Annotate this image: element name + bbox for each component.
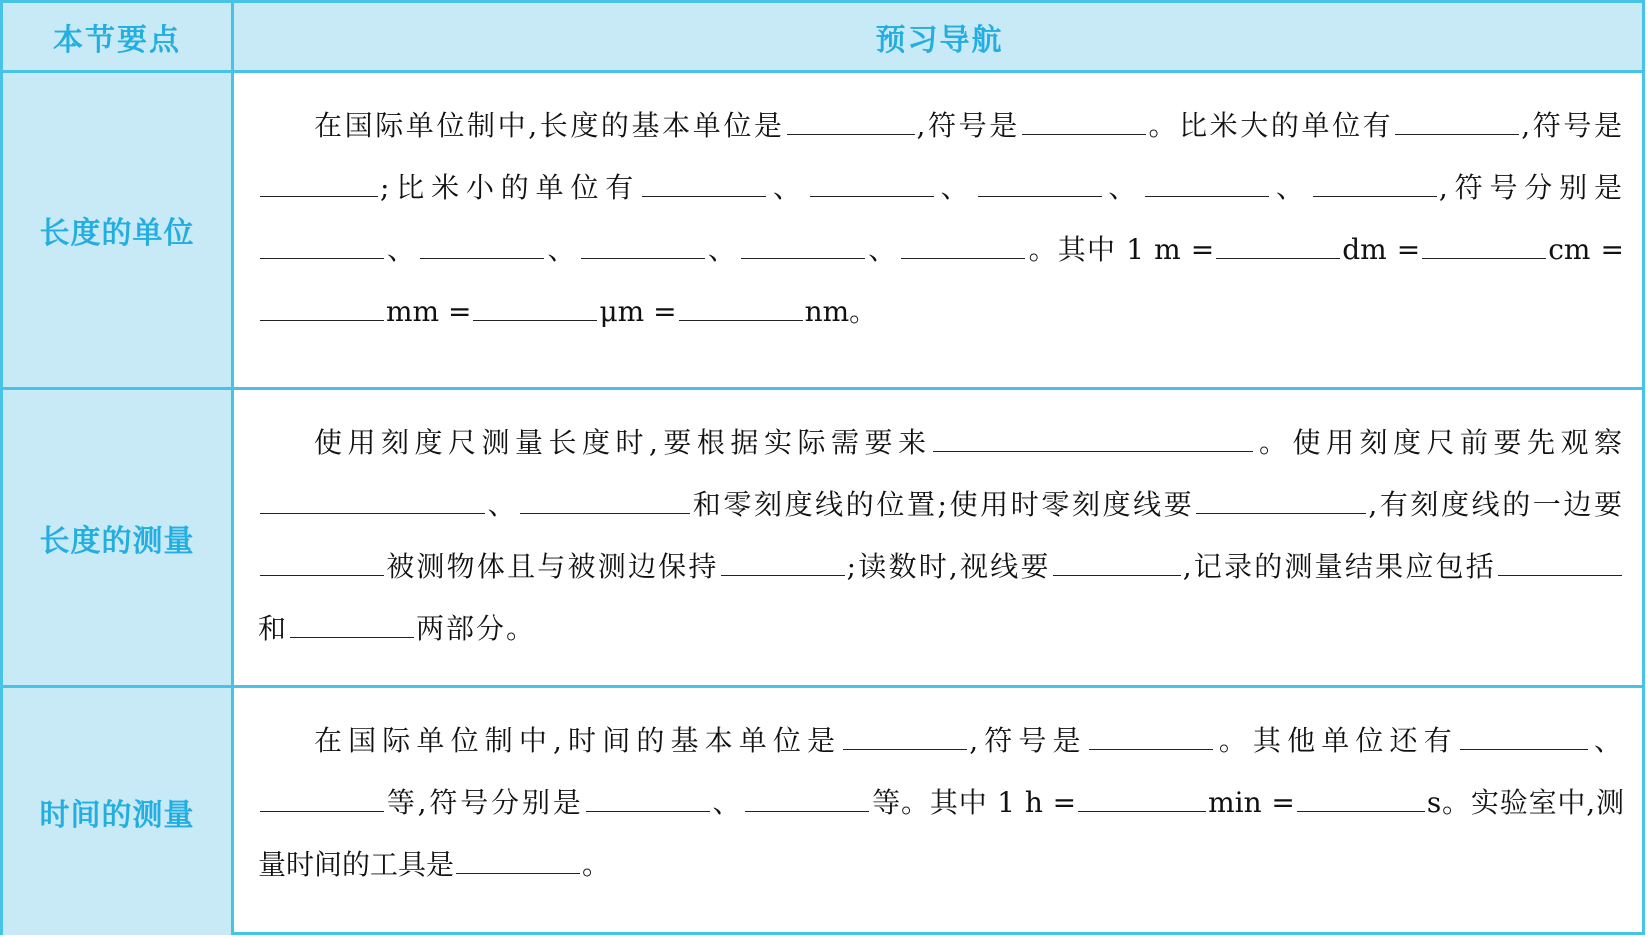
fill-blank[interactable]: [1216, 228, 1340, 259]
paragraph: [258, 710, 1624, 896]
text-segment: ,符号分别是: [1438, 171, 1624, 204]
fill-blank[interactable]: [1460, 719, 1588, 750]
paragraph: [258, 95, 1624, 343]
fill-blank[interactable]: [1196, 483, 1366, 514]
text-segment: 、: [935, 171, 976, 204]
text-segment: 、: [706, 233, 740, 266]
fill-blank[interactable]: [586, 781, 710, 812]
fill-blank[interactable]: [456, 843, 580, 874]
fill-blank[interactable]: [787, 104, 915, 135]
text-segment: min =: [1208, 786, 1295, 819]
text-segment: ,符号是: [1521, 109, 1624, 142]
text-segment: ,符号是: [916, 109, 1020, 142]
text-segment: mm =: [386, 295, 472, 328]
table-row: [3, 390, 1642, 688]
row-content-time-measurement: [234, 688, 1642, 935]
row-content-length-unit: [234, 73, 1642, 387]
text-segment: 、: [1271, 171, 1311, 204]
text-segment: cm =: [1548, 233, 1624, 266]
text-segment: ;比米小的单位有: [380, 171, 641, 204]
text-segment: 两部分。: [416, 612, 537, 645]
fill-blank[interactable]: [642, 166, 766, 197]
fill-blank[interactable]: [1089, 719, 1213, 750]
row-content-length-measurement: [234, 390, 1642, 685]
fill-blank[interactable]: [1498, 545, 1622, 576]
fill-blank[interactable]: [810, 166, 934, 197]
fill-blank[interactable]: [420, 228, 544, 259]
fill-blank[interactable]: [1297, 781, 1425, 812]
fill-blank[interactable]: [1145, 166, 1269, 197]
row-label-time-measurement: 时间的测量: [3, 688, 234, 935]
fill-blank[interactable]: [260, 228, 384, 259]
text-segment: 、: [867, 233, 900, 266]
header-preview-guide: 预习导航: [875, 22, 1004, 58]
text-segment: 在国际单位制中,长度的基本单位是: [314, 109, 785, 142]
table-row: [3, 73, 1642, 390]
text-segment: 。比米大的单位有: [1147, 109, 1394, 142]
fill-blank[interactable]: [1313, 166, 1437, 197]
text-segment: 、: [1589, 724, 1624, 757]
fill-blank[interactable]: [520, 483, 690, 514]
text-segment: ,记录的测量结果应包括: [1182, 550, 1496, 583]
text-segment: ;读数时,视线要: [846, 550, 1051, 583]
fill-blank[interactable]: [1078, 781, 1206, 812]
text-segment: 。其他单位还有: [1214, 724, 1458, 757]
text-segment: 、: [546, 233, 579, 266]
fill-blank[interactable]: [721, 545, 845, 576]
text-segment: 被测物体且与被测边保持: [386, 550, 719, 583]
text-segment: ,有刻度线的一边要: [1368, 488, 1624, 521]
text-segment: 等,符号分别是: [386, 786, 584, 819]
text-segment: 在国际单位制中,时间的基本单位是: [314, 724, 842, 757]
text-segment: μm =: [599, 295, 677, 328]
paragraph: [258, 412, 1624, 660]
text-segment: s。实验室中,测量时间的工具是: [258, 786, 1624, 881]
table-row: [3, 688, 1642, 935]
text-segment: 、: [386, 233, 419, 266]
text-segment: dm =: [1342, 233, 1421, 266]
text-segment: nm。: [804, 295, 878, 328]
fill-blank[interactable]: [1395, 104, 1519, 135]
fill-blank[interactable]: [745, 781, 869, 812]
text-segment: ,符号是: [969, 724, 1087, 757]
fill-blank[interactable]: [1422, 228, 1546, 259]
fill-blank[interactable]: [1053, 545, 1181, 576]
fill-blank[interactable]: [901, 228, 1025, 259]
text-segment: 、: [1103, 171, 1144, 204]
header-key-points: 本节要点: [3, 3, 234, 70]
fill-blank[interactable]: [581, 228, 705, 259]
text-segment: 和零刻度线的位置;使用时零刻度线要: [692, 488, 1195, 521]
table-header-row: [3, 3, 1642, 73]
fill-blank[interactable]: [260, 166, 378, 197]
fill-blank[interactable]: [1022, 104, 1146, 135]
text-segment: 、: [768, 171, 808, 204]
fill-blank[interactable]: [741, 228, 865, 259]
row-label-length-measurement: 长度的测量: [3, 390, 234, 685]
fill-blank[interactable]: [260, 545, 384, 576]
text-segment: 使用刻度尺测量长度时,要根据实际需要来: [314, 426, 932, 459]
fill-blank[interactable]: [978, 166, 1102, 197]
fill-blank[interactable]: [933, 421, 1253, 452]
text-segment: 和: [258, 612, 289, 645]
text-segment: 等。其中 1 h =: [871, 786, 1077, 819]
row-label-length-unit: 长度的单位: [3, 73, 234, 387]
fill-blank[interactable]: [260, 781, 384, 812]
text-segment: 。其中 1 m =: [1027, 233, 1215, 266]
text-segment: 。使用刻度尺前要先观察: [1255, 426, 1624, 459]
fill-blank[interactable]: [473, 290, 597, 321]
fill-blank[interactable]: [679, 290, 803, 321]
text-segment: 、: [487, 488, 519, 521]
fill-blank[interactable]: [260, 483, 485, 514]
fill-blank[interactable]: [290, 607, 414, 638]
text-segment: 。: [582, 848, 613, 881]
text-segment: 、: [711, 786, 744, 819]
fill-blank[interactable]: [843, 719, 967, 750]
fill-blank[interactable]: [260, 290, 384, 321]
